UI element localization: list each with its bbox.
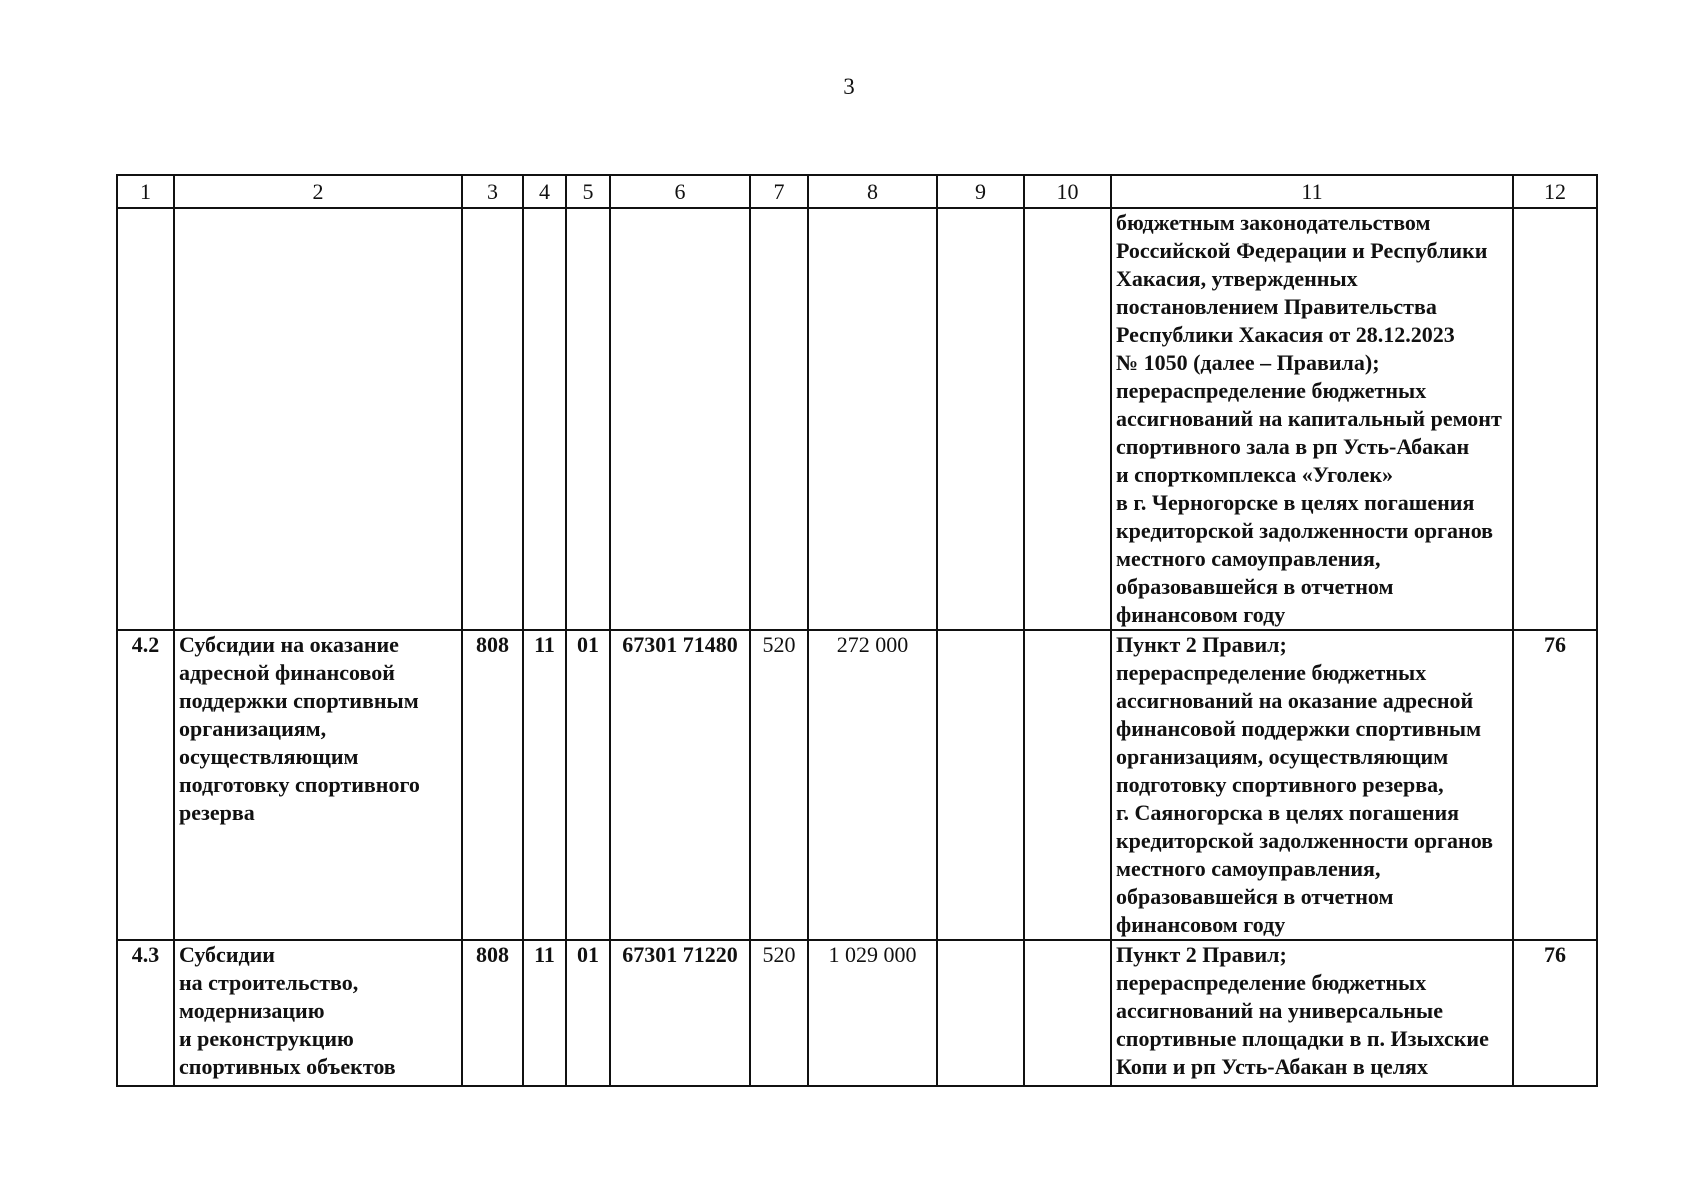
column-header: 1 [117,175,174,208]
column-12-cell: 76 [1513,940,1597,1086]
basis-line: образовавшейся в отчетном [1116,884,1394,909]
basis-line: спортивного зала в рп Усть-Абакан [1116,434,1470,459]
column-header: 2 [174,175,462,208]
row-number-cell: 4.3 [117,940,174,1086]
empty-cell [566,208,610,630]
name-line: осуществляющим [179,744,359,769]
column-header: 8 [808,175,937,208]
basis-line: местного самоуправления, [1116,856,1381,881]
page-number: 3 [843,74,855,99]
basis-line: спортивные площадки в п. Изыхские [1116,1026,1489,1051]
basis-cell [1111,208,1513,630]
budget-allocation-table [116,174,1598,1087]
basis-line: ассигнований на оказание адресной [1116,688,1474,713]
basis-line: Республики Хакасия от 28.12.2023 [1116,322,1455,347]
amount-cell: 1 029 000 [808,940,937,1086]
empty-cell [937,208,1024,630]
expense-type-cell: 520 [750,940,808,1086]
basis-line: финансовом году [1116,602,1286,627]
ministry-code-cell: 808 [462,630,523,940]
table-row-continuation [117,208,1597,630]
section-code-cell: 11 [523,630,566,940]
basis-line: и спорткомплекса «Уголек» [1116,462,1394,487]
name-line: Субсидии [179,942,275,967]
basis-line: № 1050 (далее – Правила); [1116,350,1380,375]
empty-cell [117,208,174,630]
name-line: на строительство, [179,970,359,995]
column-9-cell [937,630,1024,940]
basis-cell [1111,630,1513,940]
expense-name-cell [174,630,462,940]
section-code-cell: 11 [523,940,566,1086]
basis-line: в г. Черногорске в целях погашения [1116,490,1475,515]
name-line: спортивных объектов [179,1054,396,1079]
column-header: 9 [937,175,1024,208]
header-row [117,175,1597,208]
basis-line: подготовку спортивного резерва, [1116,772,1444,797]
basis-line: организациям, осуществляющим [1116,744,1449,769]
name-line: организациям, [179,716,327,741]
name-line: поддержки спортивным [179,688,419,713]
name-line: Субсидии на оказание [179,632,399,657]
name-line: резерва [179,800,255,825]
subsection-code-cell: 01 [566,940,610,1086]
basis-line: перераспределение бюджетных [1116,378,1427,403]
empty-cell [174,208,462,630]
basis-line: образовавшейся в отчетном [1116,574,1394,599]
column-header: 6 [610,175,750,208]
basis-line: постановлением Правительства [1116,294,1437,319]
basis-line: финансовой поддержки спортивным [1116,716,1482,741]
basis-line: Копи и рп Усть-Абакан в целях [1116,1054,1428,1079]
empty-cell [1024,208,1111,630]
name-line: модернизацию [179,998,325,1023]
column-header: 7 [750,175,808,208]
column-header: 11 [1111,175,1513,208]
target-article-cell: 67301 71220 [610,940,750,1086]
table-row-4-3 [117,940,1597,1086]
column-header: 4 [523,175,566,208]
expense-type-cell: 520 [750,630,808,940]
basis-line: ассигнований на капитальный ремонт [1116,406,1502,431]
ministry-code-cell: 808 [462,940,523,1086]
basis-line: ассигнований на универсальные [1116,998,1443,1023]
basis-line: перераспределение бюджетных [1116,970,1427,995]
empty-cell [610,208,750,630]
basis-line: местного самоуправления, [1116,546,1381,571]
basis-line: Российской Федерации и Республики [1116,238,1488,263]
column-9-cell [937,940,1024,1086]
target-article-cell: 67301 71480 [610,630,750,940]
empty-cell [462,208,523,630]
column-header: 3 [462,175,523,208]
name-line: адресной финансовой [179,660,395,685]
name-line: и реконструкцию [179,1026,354,1051]
basis-line: кредиторской задолженности органов [1116,518,1494,543]
basis-line: бюджетным законодательством [1116,210,1431,235]
table-row-4-2 [117,630,1597,940]
subsection-code-cell: 01 [566,630,610,940]
basis-line: Пункт 2 Правил; [1116,632,1287,657]
basis-line: Пункт 2 Правил; [1116,942,1287,967]
basis-line: перераспределение бюджетных [1116,660,1427,685]
column-header: 5 [566,175,610,208]
basis-cell [1111,940,1513,1086]
row-number-cell: 4.2 [117,630,174,940]
basis-line: финансовом году [1116,912,1286,937]
basis-line: г. Саяногорска в целях погашения [1116,800,1460,825]
empty-cell [523,208,566,630]
empty-cell [1513,208,1597,630]
column-header: 12 [1513,175,1597,208]
column-12-cell: 76 [1513,630,1597,940]
column-10-cell [1024,940,1111,1086]
basis-line: кредиторской задолженности органов [1116,828,1494,853]
name-line: подготовку спортивного [179,772,420,797]
empty-cell [750,208,808,630]
expense-name-cell [174,940,462,1086]
basis-line: Хакасия, утвержденных [1116,266,1358,291]
amount-cell: 272 000 [808,630,937,940]
column-header: 10 [1024,175,1111,208]
column-10-cell [1024,630,1111,940]
empty-cell [808,208,937,630]
